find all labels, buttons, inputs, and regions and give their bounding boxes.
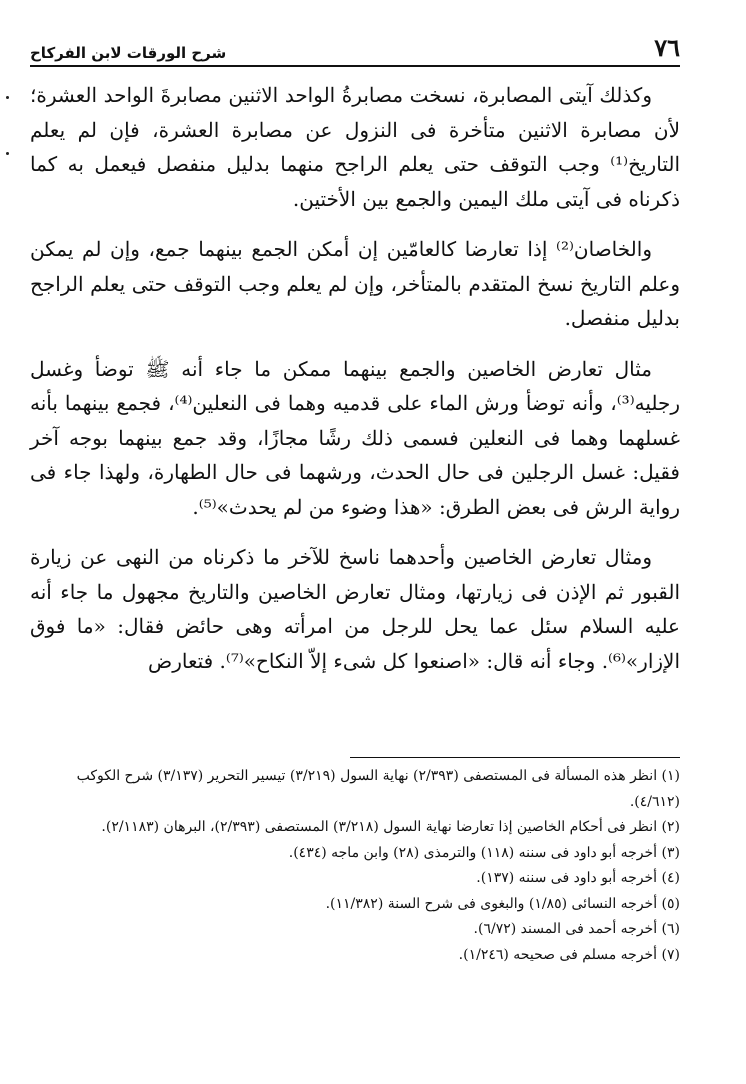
footnote: (٧) أخرجه مسلم فى صحيحه (١/٢٤٦). bbox=[458, 946, 680, 963]
footnotes bbox=[30, 764, 680, 968]
footnote: (٣) أخرجه أبو داود فى سننه (١١٨) والترمذى (٢٨) وابن ماجه (٤٣٤). bbox=[288, 844, 680, 861]
footnote-rule bbox=[350, 757, 680, 758]
paragraph: والخاصان⁽²⁾ إذا تعارضا كالعامّين إن أمكن الجمع بينهما جمع، وإن لم يمكن وعلم التاريخ نسخ المتقدم بالمتأخر، وإن لم يعلم وجب التوقف حتى يعلم الراجح بدليل منفصل. bbox=[30, 237, 680, 330]
paragraph: ومثال تعارض الخاصين وأحدهما ناسخ للآخر ما ذكرناه من النهى عن زيارة القبور ثم الإذن فى زيارتها، ومثال تعارض الخاصين والتاريخ مجهول ما جاء أنه عليه السلام سئل عما يحل للرجل من امرأته وهى حائض فقال: «ما فوق الإزار»⁽⁶⁾. وجاء أنه قال: «اصنعوا كل شىء إلاّ النكاح»⁽⁷⁾. فتعارض bbox=[30, 545, 680, 673]
paragraph: مثال تعارض الخاصين والجمع بينهما ممكن ما جاء أنه ﷺ توضأ وغسل رجليه⁽³⁾، وأنه توضأ ورش الماء على قدميه وهما فى النعلين⁽⁴⁾، فجمع بينهما بأنه غسلهما وهما فى النعلين فسمى ذلك رشًا مجازًا، وقد جمع بينهما بوجه آخر فقيل: غسل الرجلين فى حال الحدث، ورشهما فى حال الطهارة، ولهذا جاء فى رواية الرش فى بعض الطرق: «هذا وضوء من لم يحدث»⁽⁵⁾. bbox=[30, 356, 681, 519]
footnote: (٢) انظر فى أحكام الخاصين إذا تعارضا نهاية السول (٣/٢١٨) المستصفى (٢/٣٩٣)، البرهان (٢/١١٨٣). bbox=[101, 819, 680, 835]
paragraph: وكذلك آيتى المصابرة، نسخت مصابرةُ الواحد الاثنين مصابرةَ الواحد العشرة؛ لأن مصابرة الاثنين متأخرة فى النزول عن مصابرة العشرة، فإن لم يعلم التاريخ⁽¹⁾ وجب التوقف حتى يعلم الراجح منهما بدليل منفصل فيعمل به كما ذكرناه فى آيتى ملك اليمين والجمع بين الأختين. bbox=[30, 83, 680, 211]
book-title: شرح الورقات لابن الفركاح bbox=[30, 44, 227, 62]
main-text bbox=[30, 78, 680, 678]
footnote: (٤) أخرجه أبو داود فى سننه (١٣٧). bbox=[476, 870, 680, 886]
margin-mark bbox=[6, 152, 9, 155]
margin-mark bbox=[6, 96, 9, 99]
footnote: (٥) أخرجه النسائى (١/٨٥) والبغوى فى شرح السنة (١١/٣٨٢). bbox=[325, 895, 680, 912]
footnote: (١) انظر هذه المسألة فى المستصفى (٢/٣٩٣) نهاية السول (٣/٢١٩) تيسير التحرير (٣/١٣٧) شرح الكوكب (٤/٦١٢). bbox=[76, 768, 680, 810]
running-head bbox=[30, 22, 680, 62]
page-number: ٧٦ bbox=[654, 33, 680, 62]
footnote: (٦) أخرجه أحمد فى المسند (٦/٧٢). bbox=[473, 921, 680, 937]
header-rule bbox=[30, 65, 680, 67]
